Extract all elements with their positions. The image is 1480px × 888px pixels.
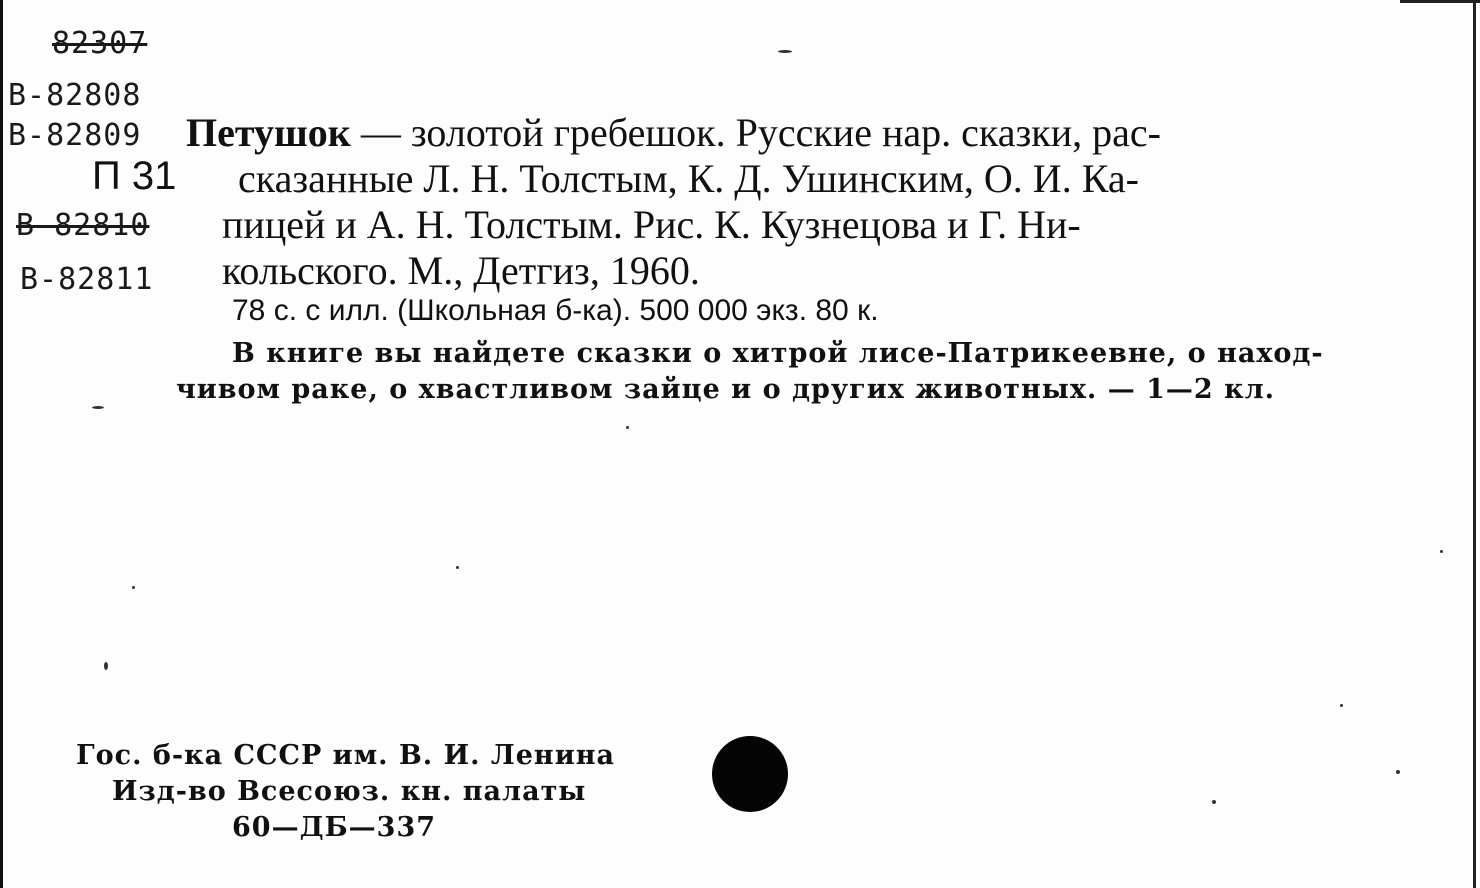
card-left-edge <box>0 0 3 888</box>
speck <box>456 566 459 569</box>
card-right-edge <box>1473 0 1476 888</box>
inventory-number: B-82811 <box>20 262 154 297</box>
speck <box>1440 550 1443 553</box>
footer-line-1: Гос. б-ка СССР им. В. И. Ленина <box>76 740 615 771</box>
inventory-number-struck: B-82810 <box>16 208 150 243</box>
entry-line-1-rest: — золотой гребешок. Русские нар. сказки, рас- <box>350 110 1161 155</box>
entry-line-4: кольского. М., Детгиз, 1960. <box>222 248 700 293</box>
speck <box>1212 800 1216 804</box>
speck <box>778 50 792 53</box>
speck <box>132 586 135 589</box>
entry-line-1 <box>186 110 1161 156</box>
speck <box>626 426 629 429</box>
footer-line-3: 60—ДБ—337 <box>232 812 437 843</box>
physical-description: 78 с. с илл. (Школьная б-ка). 500 000 экз. 80 к. <box>232 294 879 327</box>
punch-hole <box>712 736 788 812</box>
entry-line-2: сказанные Л. Н. Толстым, К. Д. Ушинским, О. И. Ка- <box>238 156 1139 201</box>
card-top-edge <box>1400 0 1480 3</box>
inventory-number: B-82808 <box>8 78 142 113</box>
speck <box>1340 704 1343 707</box>
shelf-mark: П 31 <box>92 154 177 198</box>
speck <box>92 406 104 409</box>
annotation-line-1: В книге вы найдете сказки о хитрой лисе-Патрикеевне, о наход- <box>232 338 1324 369</box>
annotation-line-2: чивом раке, о хвастливом зайце и о других животных. — 1—2 кл. <box>176 374 1276 405</box>
inventory-number-struck: 82307 <box>52 26 148 61</box>
inventory-number: B-82809 <box>8 118 142 153</box>
footer-line-2: Изд-во Всесоюз. кн. палаты <box>112 776 587 807</box>
speck <box>104 662 108 670</box>
entry-line-3: пицей и А. Н. Толстым. Рис. К. Кузнецова и Г. Ни- <box>222 202 1081 247</box>
speck <box>1396 770 1400 774</box>
entry-title: Петушок <box>186 110 351 155</box>
